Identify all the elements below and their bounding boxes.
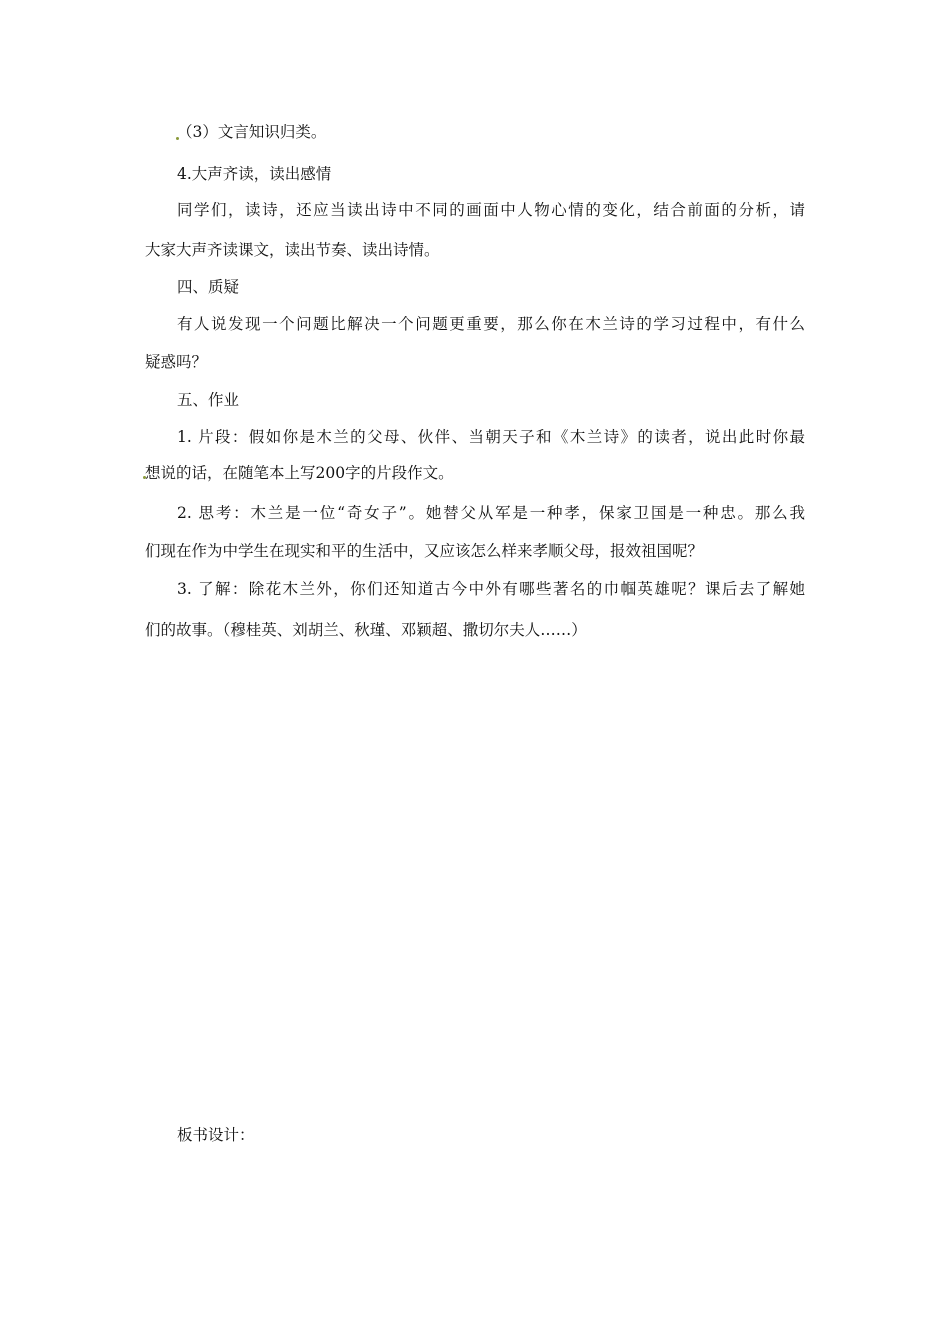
homework-1-line-1: 1. 片段：假如你是木兰的父母、伙伴、当朝天子和《木兰诗》的读者，说出此时你最 [177,428,805,446]
section-5-heading: 五、作业 [177,391,240,409]
homework-1-line-2: 想说的话，在随笔本上写200字的片段作文。 [145,464,454,482]
homework-3-line-1: 3. 了解：除花木兰外，你们还知道古今中外有哪些著名的巾帼英雄呢？课后去了解她 [177,580,805,598]
item-4-heading: 4.大声齐读，读出感情 [177,165,332,183]
item-4-paragraph-line-1: 同学们，读诗，还应当读出诗中不同的画面中人物心情的变化，结合前面的分析，请 [177,201,805,219]
section-4-paragraph-line-1: 有人说发现一个问题比解决一个问题更重要，那么你在木兰诗的学习过程中，有什么 [177,315,805,333]
homework-2-line-1: 2. 思考：木兰是一位“奇女子”。她替父从军是一种孝，保家卫国是一种忠。那么我 [177,504,805,522]
section-4-paragraph-line-2: 疑惑吗？ [145,353,208,371]
section-4-heading: 四、质疑 [177,278,240,296]
item-4-paragraph-line-2: 大家大声齐读课文，读出节奏、读出诗情。 [145,241,440,259]
board-design-heading: 板书设计： [177,1126,255,1144]
item-3-text: （3）文言知识归类。 [177,123,327,141]
homework-2-line-2: 们现在作为中学生在现实和平的生活中，又应该怎么样来孝顺父母，报效祖国呢？ [145,542,704,560]
homework-3-line-2: 们的故事。（穆桂英、刘胡兰、秋瑾、邓颖超、撒切尔夫人……） [145,621,587,639]
